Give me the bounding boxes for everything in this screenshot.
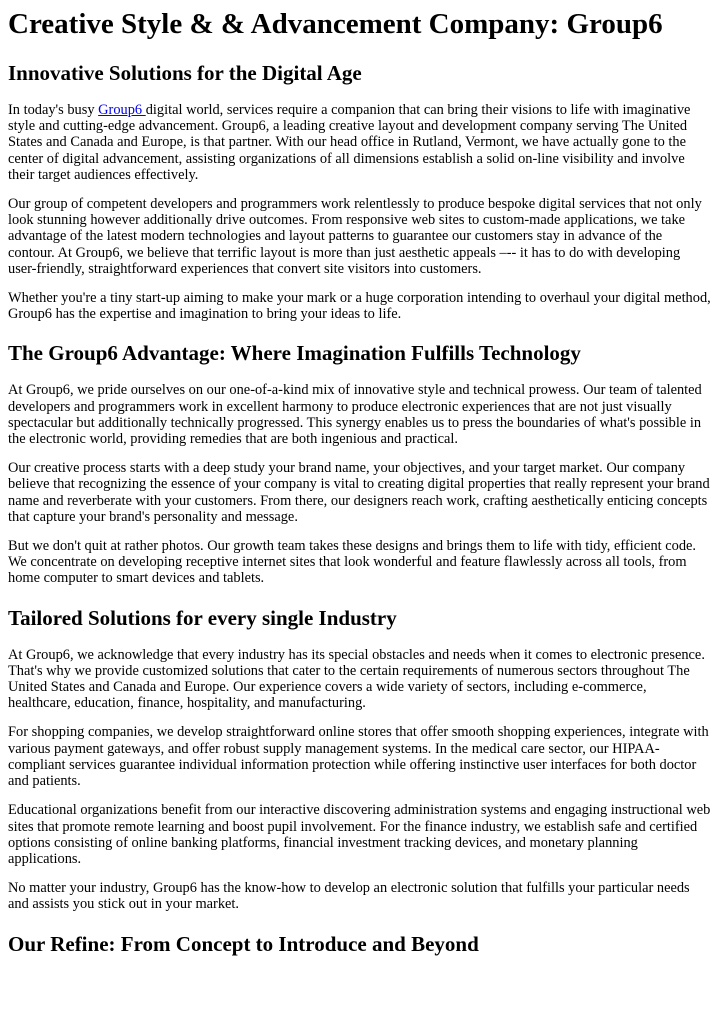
page-title: Creative Style & & Advancement Company: Group6: [8, 8, 663, 40]
paragraph: Whether you're a tiny start-up aiming to make your mark or a huge corporation intending to overhaul your digital method, Group6 has the expertise and imagination to bring your ideas to life.: [8, 290, 711, 323]
paragraph: At Group6, we acknowledge that every industry has its special obstacles and needs when it comes to electronic presence. That's why we provide customized solutions that cater to the certain requirements of numerous sectors throughout The United States and Canada and Europe. Our experience covers a wide variety of sectors, including e-commerce, healthcare, education, finance, hospitality, and manufacturing.: [8, 646, 705, 712]
paragraph: No matter your industry, Group6 has the know-how to develop an electronic solution that fulfills your particular needs and assists you stick out in your market.: [8, 880, 690, 913]
paragraph-text: In today's busy: [8, 102, 99, 118]
paragraph: Our group of competent developers and programmers work relentlessly to produce bespoke digital services that not only look stunning however additionally drive outcomes. From responsive web sites to custom-made applications, we take advantage of the latest modern technologies and layout patterns to guarantee our customers stay in advance of the contour. At Group6, we believe that terrific layout is more than just aesthetic appeals –-- it has to do with developing user-friendly, straightforward experiences that convert site visitors into customers.: [8, 196, 702, 277]
paragraph-text: digital world, services require a companion that can bring their visions to life with imaginative style and cutting-edge advancement. Group6, a leading creative layout and development company serving The United States and Canada and Europe, is that partner. With our head office in Rutland, Vermont, we have actually gone to the center of digital advancement, assisting organizations of all dimensions establish a solid on-line visibility and involve their target audiences effectively.: [8, 102, 691, 183]
paragraph: Educational organizations benefit from our interactive discovering administration systems and engaging instructional web sites that promote remote learning and boost pupil involvement. For the finance industry, we establish safe and certified options consisting of online banking platforms, financial investment tracking devices, and monetary planning applications.: [8, 802, 711, 867]
paragraph: But we don't quit at rather photos. Our growth team takes these designs and brings them to life with tidy, efficient code. We concentrate on developing receptive internet sites that look wonderful and feature flawlessly across all tools, from home computer to smart devices and tablets.: [8, 538, 696, 587]
group6-link[interactable]: Group6: [98, 102, 146, 118]
article: [0, 7, 720, 957]
section-heading-innovative-solutions: Innovative Solutions for the Digital Age: [8, 61, 362, 85]
section-heading-group6-advantage: The Group6 Advantage: Where Imagination Fulfills Technology: [8, 341, 581, 366]
paragraph: [8, 102, 712, 183]
section-heading-tailored-solutions: Tailored Solutions for every single Industry: [8, 605, 397, 630]
section-heading-our-process: Our Refine: From Concept to Introduce and Beyond: [8, 931, 479, 956]
paragraph: For shopping companies, we develop straightforward online stores that offer smooth shopping experiences, integrate with various payment gateways, and offer robust supply management systems. In the medical care sector, our HIPAA-compliant services guarantee individual information protection while offering instinctive user interfaces for both doctor and patients.: [8, 724, 709, 790]
paragraph: Our creative process starts with a deep study your brand name, your objectives, and your target market. Our company believe that recognizing the essence of your company is vital to creating digital properties that really represent your brand name and reverberate with your customers. From there, our designers reach work, crafting aesthetically enticing concepts that capture your brand's personality and message.: [8, 460, 710, 525]
paragraph: At Group6, we pride ourselves on our one-of-a-kind mix of innovative style and technical prowess. Our team of talented developers and programmers work in excellent harmony to produce electronic experiences that are not just visually spectacular but additionally technically progressed. This synergy enables us to press the boundaries of what's possible in the electronic world, providing remedies that are both ingenious and practical.: [8, 382, 702, 448]
